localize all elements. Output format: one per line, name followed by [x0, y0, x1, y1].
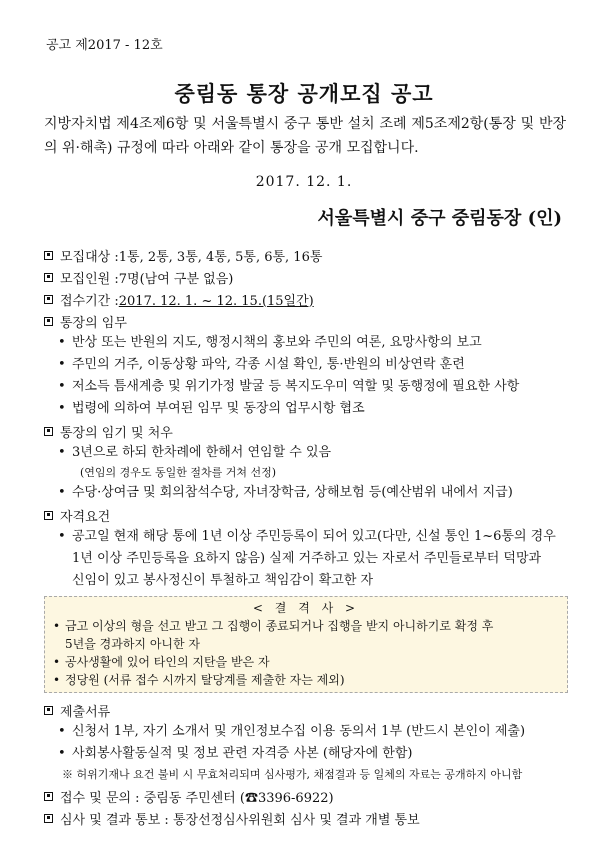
disqualification-box: [44, 596, 568, 693]
document-item: 사회봉사활동실적 및 정보 관련 자격증 사본 (해당자에 한함): [72, 746, 413, 761]
documents-heading: 제출서류: [60, 704, 111, 720]
disqualification-item: 정당원 (서류 접수 시까지 탈당계를 제출한 자는 제외): [65, 673, 345, 687]
documents-note: ※ 허위기재나 요건 불비 시 무효처리되며 심사평가, 채점결과 등 일체의 자료는 공개하지 아니함: [62, 768, 523, 781]
recruit-target-value: 1통, 2통, 3통, 4통, 5통, 6통, 16통: [118, 249, 323, 265]
section-documents: [44, 699, 568, 721]
sections: [44, 244, 568, 829]
term-heading: 통장의 임기 및 처우: [60, 425, 173, 441]
section-contact: [44, 785, 568, 807]
list-item: [44, 482, 568, 504]
section-duties: [44, 310, 568, 332]
duty-item: 법령에 의하여 부여된 임무 및 동장의 업무시항 협조: [72, 401, 365, 416]
qualification-heading: 자격요건: [60, 509, 111, 525]
period-label: 접수기간 :: [60, 293, 119, 309]
list-item: [44, 398, 568, 420]
period-value: 2017. 12. 1. ~ 12. 15.(15일간): [118, 293, 314, 309]
term-note: (연임의 경우도 동일한 절차를 거쳐 선정): [80, 466, 277, 479]
bullet-dot-icon: •: [53, 655, 61, 669]
qualification-line: 공고일 현재 해당 통에 1년 이상 주민등록이 되어 있고(다만, 신설 통인 1~6통의 경우: [72, 529, 556, 544]
duty-item: 반상 또는 반원의 지도, 행정시책의 홍보와 주민의 여론, 요망사항의 보고: [72, 335, 482, 350]
term-item: 3년으로 하되 한차례에 한해서 연임할 수 있음: [72, 445, 332, 460]
contact-text: 접수 및 문의 : 중림동 주민센터 (☎3396-6922): [60, 790, 334, 806]
term-item: 수당·상여금 및 회의참석수당, 자녀장학금, 상해보험 등(예산범위 내에서 지급): [72, 485, 513, 500]
disqualification-item: 금고 이상의 형을 선고 받고 그 집행이 종료되거나 집행을 받지 아니하기로 확정 후: [65, 619, 494, 633]
bullet-dot-icon: •: [58, 401, 66, 416]
intro-paragraph: 지방자치법 제4조제6항 및 서울특별시 중구 통반 설치 조례 제5조제2항(통장 및 반장의 위·해촉) 규정에 따라 아래와 같이 통장을 공개 모집합니다.: [44, 116, 566, 156]
bullet-dot-icon: •: [58, 445, 66, 460]
section-recruit-target: [44, 244, 568, 266]
square-bullet-icon: [44, 814, 53, 823]
square-bullet-icon: [44, 273, 53, 282]
list-item: [53, 617, 559, 635]
recruit-target-label: 모집대상 :: [60, 249, 119, 265]
bullet-dot-icon: •: [58, 529, 66, 544]
section-review: [44, 807, 568, 829]
list-item: [53, 671, 559, 689]
section-period: [44, 288, 568, 310]
duty-item: 주민의 거주, 이동상황 파악, 각종 시설 확인, 통·반원의 비상연락 훈련: [72, 357, 465, 372]
duties-heading: 통장의 임무: [60, 315, 127, 331]
notice-date: 2017. 12. 1.: [255, 174, 353, 190]
bullet-dot-icon: •: [53, 673, 61, 687]
bullet-dot-icon: •: [58, 724, 66, 739]
square-bullet-icon: [44, 251, 53, 260]
bullet-dot-icon: •: [58, 357, 66, 372]
qualification-line: 1년 이상 주민등록을 요하지 않음) 실제 거주하고 있는 자로서 주민들로부터 덕망과: [72, 551, 542, 566]
disqualification-title: < 결 격 사 >: [252, 601, 360, 615]
section-qualification: [44, 504, 568, 526]
square-bullet-icon: [44, 511, 53, 520]
section-recruit-count: [44, 266, 568, 288]
square-bullet-icon: [44, 295, 53, 304]
review-text: 심사 및 결과 통보 : 통장선정심사위원회 심사 및 결과 개별 통보: [60, 812, 420, 828]
disqualification-item: 공사생활에 있어 타인의 지탄을 받은 자: [65, 655, 270, 669]
list-item: [44, 721, 568, 743]
duty-item: 저소득 틈새계층 및 위기가정 발굴 등 복지도우미 역할 및 동행정에 필요한 사항: [72, 379, 520, 394]
square-bullet-icon: [44, 427, 53, 436]
bullet-dot-icon: •: [53, 619, 61, 633]
page-title: 중림동 통장 공개모집 공고: [174, 81, 434, 106]
bullet-dot-icon: •: [58, 335, 66, 350]
bullet-dot-icon: •: [58, 746, 66, 761]
list-item: [44, 376, 568, 398]
recruit-count-label: 모집인원 :: [60, 271, 119, 287]
qualification-line: 신임이 있고 봉사정신이 투철하고 책임감이 확고한 자: [72, 573, 374, 588]
bullet-dot-icon: •: [58, 485, 66, 500]
document-item: 신청서 1부, 자기 소개서 및 개인정보수집 이용 동의서 1부 (반드시 본인이 제출): [72, 724, 526, 739]
recruit-count-value: 7명(남여 구분 없음): [118, 271, 234, 287]
list-item: [53, 653, 559, 671]
section-term: [44, 420, 568, 442]
list-item: [44, 743, 568, 765]
list-item: [44, 354, 568, 376]
disqualification-item-cont: 5년을 경과하지 아니한 자: [65, 637, 200, 651]
square-bullet-icon: [44, 317, 53, 326]
square-bullet-icon: [44, 706, 53, 715]
list-item: [44, 332, 568, 354]
issuer-name: 서울특별시 중구 중림동장 (인): [317, 208, 562, 229]
square-bullet-icon: [44, 792, 53, 801]
notice-number: 공고 제2017 - 12호: [46, 38, 163, 53]
list-item: [44, 526, 568, 548]
list-item: [44, 442, 568, 464]
bullet-dot-icon: •: [58, 379, 66, 394]
